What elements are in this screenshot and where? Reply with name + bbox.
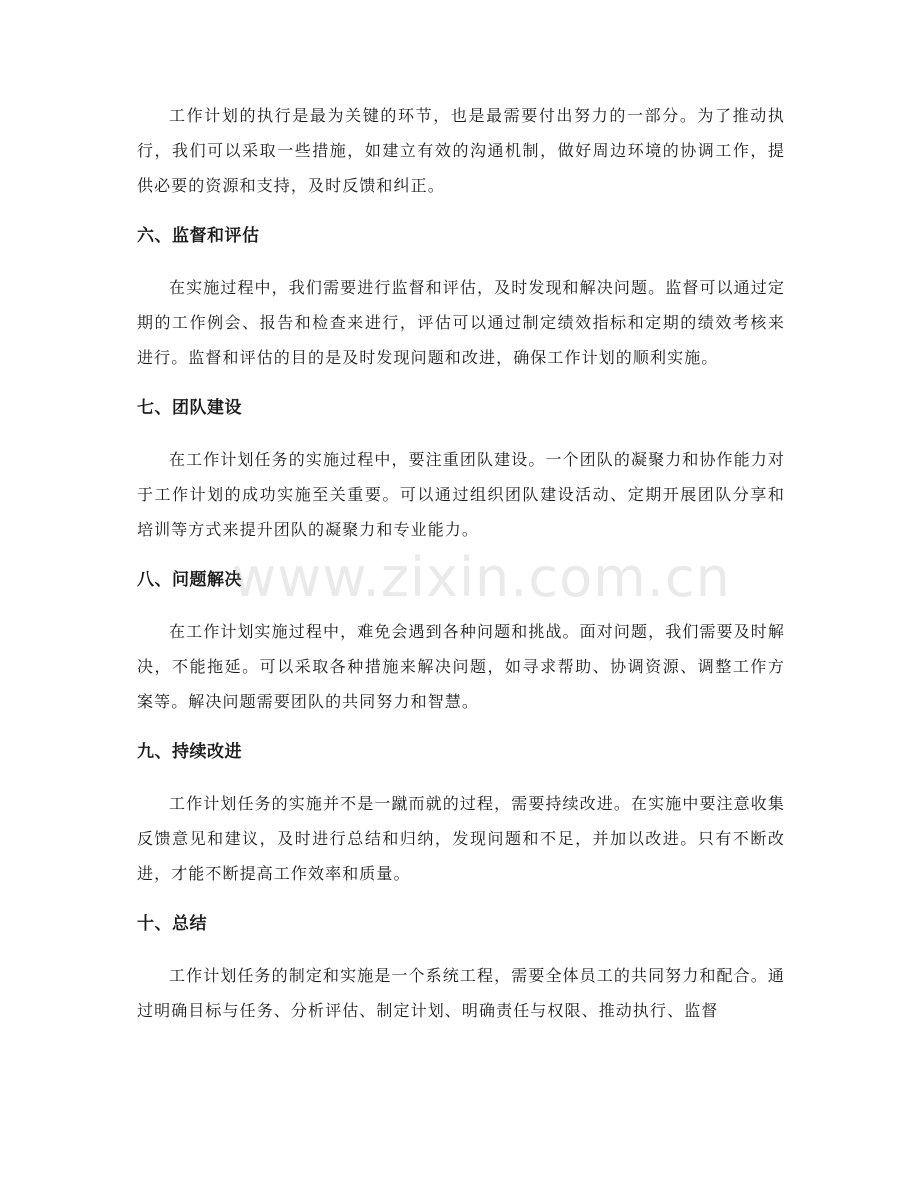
heading-supervision: 六、监督和评估	[137, 226, 260, 246]
paragraph-continuous-improvement: 工作计划任务的实施并不是一蹴而就的过程，需要持续改进。在实施中要注意收集反馈意见和建议，及时进行总结和归纳，发现问题和不足，并加以改进。只有不断改进，才能不断提高工作效率和质量。	[137, 794, 785, 883]
heading-summary: 十、总结	[137, 914, 207, 934]
heading-continuous-improvement: 九、持续改进	[137, 742, 242, 762]
watermark-text: www.zixin.com.cn	[232, 546, 731, 609]
paragraph-team-building: 在工作计划任务的实施过程中，要注重团队建设。一个团队的凝聚力和协作能力对于工作计划的成功实施至关重要。可以通过组织团队建设活动、定期开展团队分享和培训等方式来提升团队的凝聚力和专业能力。	[137, 450, 785, 539]
paragraph-summary: 工作计划任务的制定和实施是一个系统工程，需要全体员工的共同努力和配合。通过明确目标与任务、分析评估、制定计划、明确责任与权限、推动执行、监督	[137, 966, 785, 1020]
paragraph-problem-solving: 在工作计划实施过程中，难免会遇到各种问题和挑战。面对问题，我们需要及时解决，不能拖延。可以采取各种措施来解决问题，如寻求帮助、协调资源、调整工作方案等。解决问题需要团队的共同努力和智慧。	[137, 622, 785, 711]
paragraph-supervision: 在实施过程中，我们需要进行监督和评估，及时发现和解决问题。监督可以通过定期的工作例会、报告和检查来进行，评估可以通过制定绩效指标和定期的绩效考核来进行。监督和评估的目的是及时发现问题和改进，确保工作计划的顺利实施。	[137, 278, 785, 367]
paragraph-execution: 工作计划的执行是最为关键的环节，也是最需要付出努力的一部分。为了推动执行，我们可以采取一些措施，如建立有效的沟通机制，做好周边环境的协调工作，提供必要的资源和支持，及时反馈和纠正。	[137, 106, 785, 195]
heading-team-building: 七、团队建设	[137, 398, 242, 418]
document-body	[137, 98, 785, 1028]
heading-problem-solving: 八、问题解决	[137, 570, 242, 590]
